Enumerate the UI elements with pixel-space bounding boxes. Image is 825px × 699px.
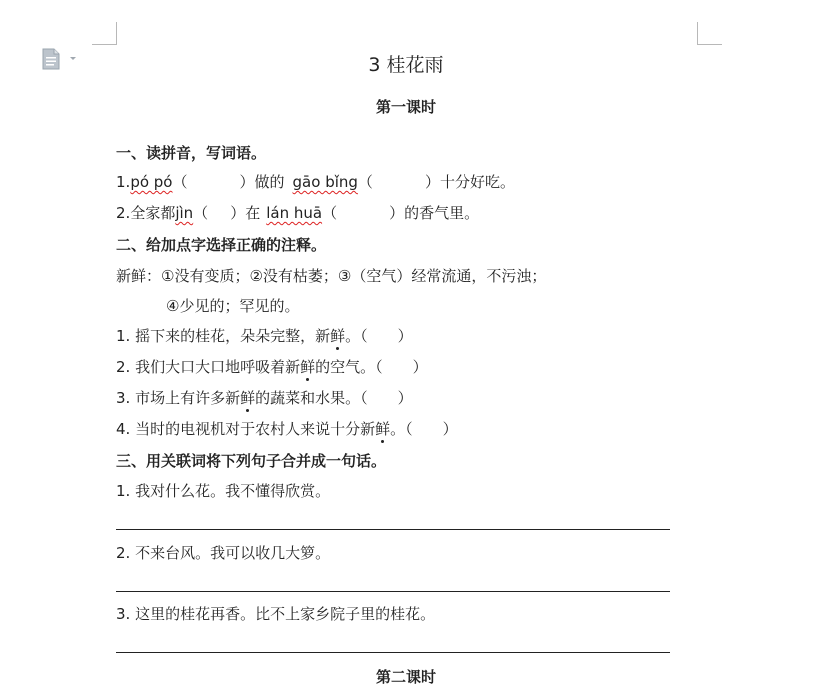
sentence-text: 4. 当时的电视机对于农村人来说十分新: [116, 420, 376, 438]
section-2-heading: 二、给加点字选择正确的注释。: [116, 236, 327, 254]
pinyin-question-1: [116, 172, 515, 192]
answer-parens[interactable]: 。（ ）: [345, 327, 413, 345]
paren-close: ）: [389, 204, 405, 222]
sentence-text: 的香气里。: [404, 204, 480, 222]
definition-line-1: 新鲜：①没有变质；②没有枯萎；③（空气）经常流通，不污浊；: [116, 267, 547, 285]
combine-sentence-3: 3. 这里的桂花再香。比不上家乡院子里的桂花。: [116, 605, 436, 623]
section-3-heading: 三、用关联词将下列句子合并成一句话。: [116, 452, 387, 470]
sentence-text: 全家都: [130, 204, 176, 222]
annotation-question-3: [116, 388, 413, 408]
answer-line-3[interactable]: [116, 652, 670, 653]
sentence-text: 3. 市场上有许多新: [116, 389, 241, 407]
annotation-question-1: [116, 326, 413, 346]
annotation-question-2: [116, 357, 428, 377]
dotted-character: 鲜: [375, 420, 391, 438]
lesson-2-heading: 第二课时: [375, 668, 436, 686]
question-number: 2.: [116, 204, 131, 222]
dotted-character: 鲜: [330, 327, 346, 345]
document-title: 3 桂花雨: [368, 54, 444, 76]
sentence-text: 十分好吃。: [439, 173, 515, 191]
pinyin-text: jìn: [175, 204, 194, 222]
sentence-text: 在: [245, 204, 261, 222]
dotted-character: 鲜: [300, 358, 316, 376]
paren-close: ）: [239, 173, 255, 191]
paren-open: （: [322, 204, 338, 222]
sentence-text: 2. 我们大口大口地呼吸着新: [116, 358, 301, 376]
page-corner-mark-top-left: [92, 22, 117, 45]
paren-open: （: [357, 173, 373, 191]
page-corner-mark-top-right: [697, 22, 722, 45]
annotation-question-4: [116, 419, 458, 439]
pinyin-question-2: [116, 203, 479, 223]
document-icon[interactable]: [41, 47, 81, 71]
answer-parens[interactable]: 。（ ）: [390, 420, 458, 438]
paren-close: ）: [230, 204, 246, 222]
dotted-character: 鲜: [240, 389, 256, 407]
combine-sentence-1: 1. 我对什么花。我不懂得欣赏。: [116, 482, 331, 500]
pinyin-text: gāo bǐng: [292, 173, 358, 191]
question-number: 1.: [116, 173, 131, 191]
paren-open: （: [193, 204, 209, 222]
pinyin-text: lán huā: [266, 204, 323, 222]
answer-line-2[interactable]: [116, 591, 670, 592]
sentence-text: 做的: [254, 173, 285, 191]
paren-close: ）: [424, 173, 440, 191]
section-1-heading: 一、读拼音，写词语。: [116, 144, 267, 162]
answer-line-1[interactable]: [116, 529, 670, 530]
paren-open: （: [172, 173, 188, 191]
answer-parens[interactable]: 的空气。（ ）: [315, 358, 428, 376]
combine-sentence-2: 2. 不来台风。我可以收几大箩。: [116, 544, 331, 562]
sentence-text: 1. 摇下来的桂花，朵朵完整，新: [116, 327, 331, 345]
answer-parens[interactable]: 的蔬菜和水果。（ ）: [255, 389, 413, 407]
lesson-1-heading: 第一课时: [375, 98, 436, 116]
definition-line-2: ④少见的；罕见的。: [166, 297, 300, 315]
pinyin-text: pó pó: [130, 173, 173, 191]
